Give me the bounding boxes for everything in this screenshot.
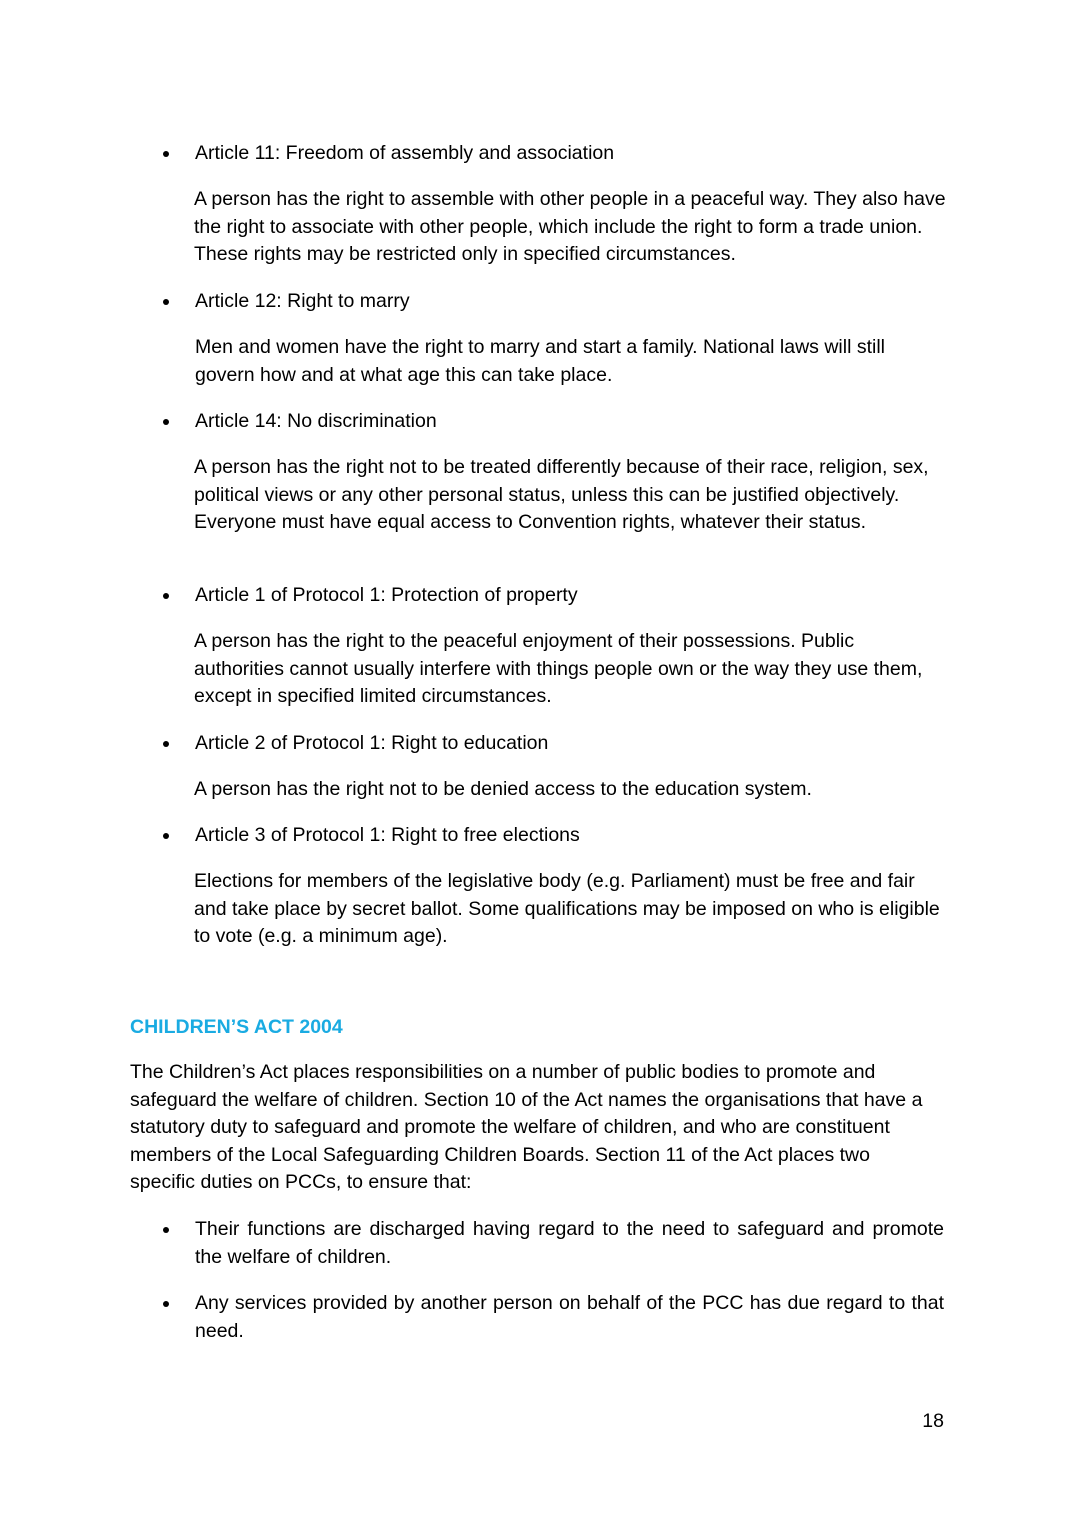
bullet-icon xyxy=(161,408,175,435)
bullet-icon xyxy=(161,582,175,609)
article-title: Article 2 of Protocol 1: Right to education xyxy=(195,732,549,754)
article-title: Article 3 of Protocol 1: Right to free elections xyxy=(195,824,580,846)
duty-text: Any services provided by another person on behalf of the PCC has due regard to that need. xyxy=(195,1292,944,1342)
bullet-icon xyxy=(161,1216,175,1243)
article-description: A person has the right to the peaceful enjoyment of their possessions. Public authorities cannot usually interfere with things people own or the way they use them, except in specified limited circumstances. xyxy=(194,630,923,707)
article-description: Men and women have the right to marry and start a family. National laws will still govern how and at what age this can take place. xyxy=(195,336,886,386)
page-number: 18 xyxy=(922,1410,944,1432)
bullet-icon xyxy=(161,288,175,315)
bullet-icon xyxy=(161,730,175,757)
article-title: Article 14: No discrimination xyxy=(195,410,437,432)
duty-text: Their functions are discharged having regard to the need to safeguard and promote the welfare of children. xyxy=(195,1218,944,1268)
article-description: A person has the right not to be treated differently because of their race, religion, sex, political views or any other personal status, unless this can be justified objectively. Everyone must have equal access to Convention rights, whatever their status. xyxy=(194,456,929,533)
bullet-icon xyxy=(161,1290,175,1317)
article-title: Article 12: Right to marry xyxy=(195,290,410,312)
article-description: A person has the right not to be denied access to the education system. xyxy=(194,778,812,800)
section-paragraph: The Children’s Act places responsibilities on a number of public bodies to promote and safeguard the welfare of children. Section 10 of the Act names the organisations that have a statutory duty to safeguard and promote the welfare of children, and who are constituent members of the Local Safeguarding Children Boards. Section 11 of the Act places two specific duties on PCCs, to ensure that: xyxy=(130,1061,923,1193)
article-title: Article 11: Freedom of assembly and association xyxy=(195,142,615,164)
bullet-icon xyxy=(161,140,175,167)
bullet-icon xyxy=(161,822,175,849)
article-description: Elections for members of the legislative body (e.g. Parliament) must be free and fair and take place by secret ballot. Some qualifications may be imposed on who is eligible to vote (e.g. a minimum age). xyxy=(194,870,940,947)
section-heading: CHILDREN’S ACT 2004 xyxy=(130,1016,343,1038)
article-description: A person has the right to assemble with other people in a peaceful way. They also have the right to associate with other people, which include the right to form a trade union. These rights may be restricted only in specified circumstances. xyxy=(194,188,946,265)
article-title: Article 1 of Protocol 1: Protection of property xyxy=(195,584,578,606)
